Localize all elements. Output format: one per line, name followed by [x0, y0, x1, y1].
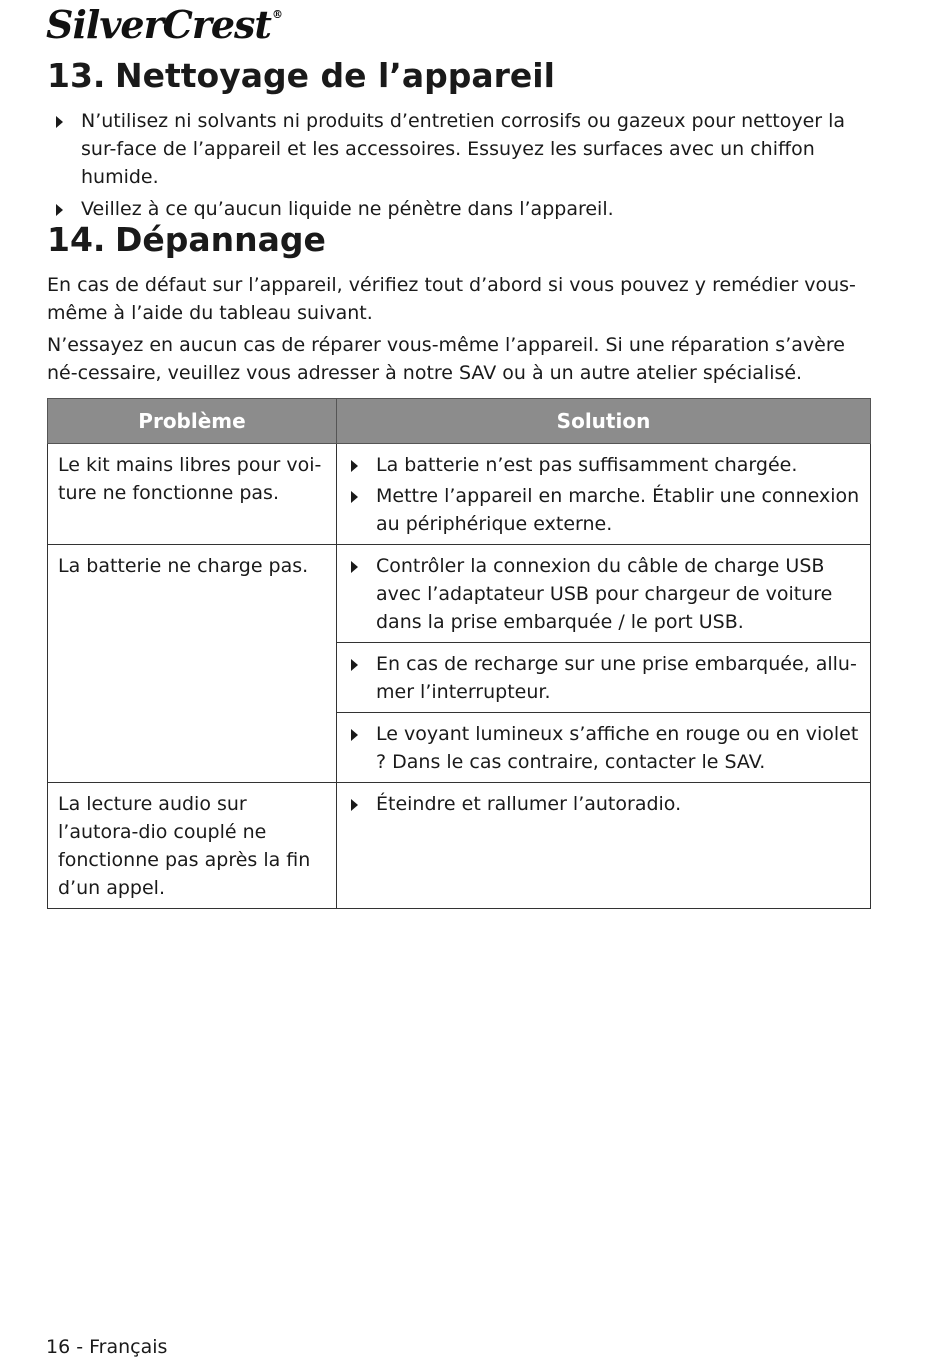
- troubleshooting-table: [47, 398, 871, 909]
- solution-item: En cas de recharge sur une prise embarquée, allu-mer l’interrupteur.: [347, 650, 860, 706]
- problem-cell: La batterie ne charge pas.: [48, 545, 337, 783]
- section-14-title: Dépannage: [115, 220, 326, 259]
- section-13-heading: [47, 56, 555, 95]
- problem-column-header: Problème: [48, 399, 337, 444]
- bullet-triangle-icon: [351, 561, 358, 573]
- cleaning-bullet-list: [52, 107, 852, 227]
- troubleshooting-intro: En cas de défaut sur l’appareil, vérifiez tout d’abord si vous pouvez y remédier vous-même à l’aide du tableau suivant.: [47, 274, 856, 324]
- cleaning-bullet: N’utilisez ni solvants ni produits d’entretien corrosifs ou gazeux pour nettoyer la sur-face de l’appareil et les accessoires. Essuyez les surfaces avec un chiffon humide.: [52, 107, 852, 191]
- section-13-title: Nettoyage de l’appareil: [115, 56, 555, 95]
- problem-cell: La lecture audio sur l’autora-dio couplé ne fonctionne pas après la fin d’un appel.: [48, 783, 337, 909]
- solution-item: Le voyant lumineux s’affiche en rouge ou en violet ? Dans le cas contraire, contacter le SAV.: [347, 720, 860, 776]
- solution-cell: [337, 643, 871, 713]
- problem-cell: Le kit mains libres pour voi-ture ne fonctionne pas.: [48, 444, 337, 545]
- registered-mark: ®: [271, 8, 282, 21]
- section-14-number: 14.: [47, 220, 106, 259]
- solution-item: La batterie n’est pas suffisamment chargée.: [347, 451, 860, 479]
- bullet-triangle-icon: [56, 204, 63, 216]
- bullet-triangle-icon: [351, 729, 358, 741]
- table-row: [48, 545, 871, 643]
- logo-text: SilverCrest: [46, 2, 271, 47]
- page-footer: 16 - Français: [46, 1336, 168, 1358]
- solution-item: Éteindre et rallumer l’autoradio.: [347, 790, 860, 818]
- silvercrest-logo: [46, 2, 282, 47]
- bullet-triangle-icon: [351, 799, 358, 811]
- cleaning-bullet: Veillez à ce qu’aucun liquide ne pénètre dans l’appareil.: [52, 195, 852, 223]
- bullet-triangle-icon: [351, 460, 358, 472]
- solution-cell: [337, 545, 871, 643]
- solution-column-header: Solution: [337, 399, 871, 444]
- section-13-number: 13.: [47, 56, 106, 95]
- solution-item: Contrôler la connexion du câble de charge USB avec l’adaptateur USB pour chargeur de voiture dans la prise embarquée / le port USB.: [347, 552, 860, 636]
- solution-item: Mettre l’appareil en marche. Établir une connexion au périphérique externe.: [347, 482, 860, 538]
- solution-cell: [337, 713, 871, 783]
- bullet-triangle-icon: [56, 116, 63, 128]
- table-row: [48, 783, 871, 909]
- section-14-heading: [47, 220, 326, 259]
- solution-cell: [337, 444, 871, 545]
- solution-cell: [337, 783, 871, 909]
- repair-warning: N’essayez en aucun cas de réparer vous-même l’appareil. Si une réparation s’avère né-cessaire, veuillez vous adresser à notre SAV ou à un autre atelier spécialisé.: [47, 334, 845, 384]
- bullet-triangle-icon: [351, 659, 358, 671]
- table-header-row: [48, 399, 871, 444]
- bullet-triangle-icon: [351, 491, 358, 503]
- table-row: [48, 444, 871, 545]
